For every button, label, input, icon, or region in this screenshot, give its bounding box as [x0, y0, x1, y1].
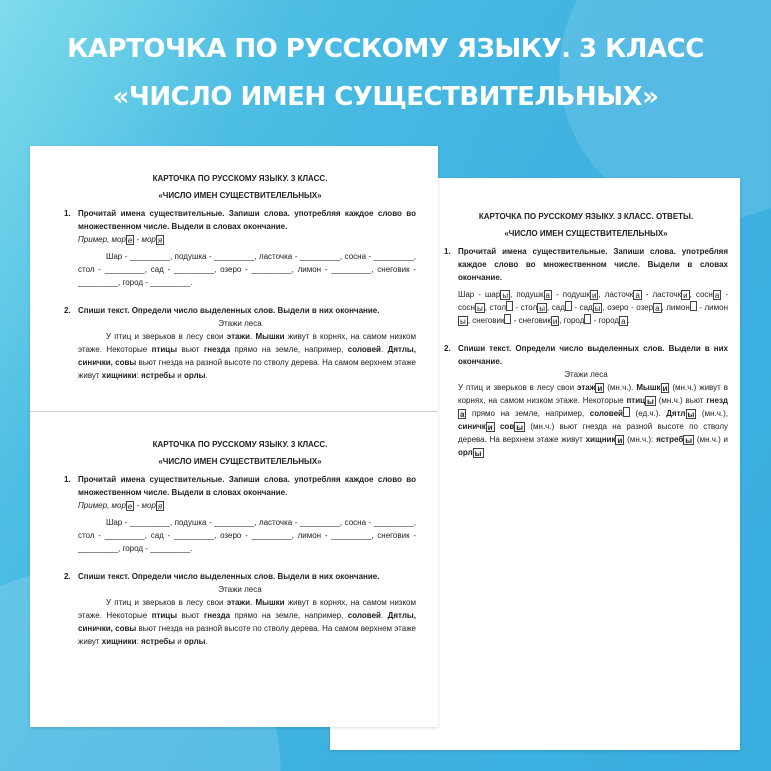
text-segment: и [175, 637, 184, 646]
text-segment: вьют гнезда на разной высоте по стволу дерева. На самом верхнем этаже живут [78, 624, 417, 646]
headline-line2: «ЧИСЛО ИМЕН СУЩЕСТВИТЕЛЬНЫХ» [112, 82, 659, 112]
task-number: 1. [444, 247, 451, 256]
task-number: 2. [64, 306, 71, 315]
text-segment: , снеговик [467, 316, 505, 325]
highlighted-word: соловей [347, 611, 381, 620]
example-text: Пример, мор [78, 235, 126, 244]
ending-box: ы [685, 436, 693, 445]
text-segment: , ласточк [598, 290, 634, 299]
ending-box: ы [474, 449, 482, 458]
worksheet-card-1 [30, 146, 438, 412]
answer-story [444, 381, 728, 459]
highlighted-word: хищники [101, 637, 137, 646]
text-segment: прямо на земле, например, [230, 345, 348, 354]
text-segment: - лимон [696, 303, 729, 312]
highlighted-word: Мышки [255, 598, 285, 607]
worksheet-card-2 [30, 412, 438, 727]
highlighted-word: птицы [151, 345, 178, 354]
story-title: Этажи леса [218, 585, 262, 594]
word-list: Шар - _________, подушка - _________, ласточка - _________, сосна - _________, стол - _________, сад - _________, озеро - _________, лимон - _________, снеговик - _________, город - _________. [78, 252, 416, 287]
text-segment: (мн.ч.) вьют гнезда на разной высоте по стволу дерева. На верхнем этаже живут [458, 422, 728, 444]
text-segment: - сосн [458, 290, 729, 312]
ending-box: и [597, 384, 603, 393]
task-text: Спиши текст. Определи число выделенных слов. Выдели в них окончание. [78, 306, 380, 315]
ending-box: я [157, 502, 163, 511]
highlighted-word: птиц [626, 396, 646, 405]
text-segment: : [136, 371, 142, 380]
task-number: 2. [444, 344, 451, 353]
text-segment: , озеро - озер [602, 303, 654, 312]
example [64, 499, 416, 512]
task-text: Прочитай имена существительные. Запиши слова. употребляя каждое слово во множественном числе. Выдели в словах окончание. [458, 247, 728, 282]
text-segment: , стол [484, 303, 506, 312]
highlighted-word: орлы [184, 371, 206, 380]
task-2 [64, 304, 416, 317]
ending-box: а [635, 291, 640, 300]
headline-line1: КАРТОЧКА ПО РУССКОМУ ЯЗЫКУ. 3 КЛАСС [67, 34, 704, 64]
text-segment: У птиц и зверьков в лесу свои [106, 332, 227, 341]
ending-box: и [591, 291, 597, 300]
text-segment: У птиц и зверьков в лесу свои [458, 383, 578, 392]
ending-box [623, 407, 630, 417]
text-segment: У птиц и зверьков в лесу свои [106, 598, 227, 607]
text-segment: вьют гнезда на разной высоте по стволу дерева. На самом верхнем этаже живут [78, 358, 417, 380]
ending-box: е [127, 236, 133, 245]
ending-box: а [714, 291, 720, 300]
text-segment: - сад [571, 303, 593, 312]
example-text: - мор [134, 501, 156, 510]
ending-box [690, 301, 697, 311]
ending-box: а [655, 304, 660, 313]
text-segment: (мн.ч.) и [694, 435, 729, 444]
highlighted-word: ястреб [656, 435, 684, 444]
card-subtitle: «ЧИСЛО ИМЕН СУЩЕСТВИТЕЛЕЛЬНЫХ» [158, 191, 322, 200]
highlighted-word: орл [458, 448, 473, 457]
highlighted-word: сов [499, 422, 515, 431]
text-segment: (мн.ч.). [604, 383, 637, 392]
card-title: КАРТОЧКА ПО РУССКОМУ ЯЗЫКУ. 3 КЛАСС. [152, 174, 328, 183]
task-number: 2. [64, 572, 71, 581]
task-text: Прочитай имена существительные. Запиши слова. употребляя каждое слово во множественном числе. Выдели в словах окончание. [78, 209, 416, 231]
text-segment: . [205, 637, 208, 646]
card-subtitle: «ЧИСЛО ИМЕН СУЩЕСТВИТЕЛЕЛЬНЫХ» [158, 457, 322, 466]
text-segment: . [380, 611, 388, 620]
answer-words [444, 288, 728, 327]
text-segment: (ед.ч.). [629, 409, 667, 418]
highlighted-word: хищник [585, 435, 616, 444]
text-segment: (мн.ч.): [624, 435, 657, 444]
text-segment: живут в корнях, на самом низком этаже. Некоторые [78, 598, 417, 620]
text-segment: вьют [177, 611, 204, 620]
text-segment: прямо на земле, например, [466, 409, 590, 418]
text-segment: . [205, 371, 208, 380]
ending-box: а [545, 291, 550, 300]
card-title: КАРТОЧКА ПО РУССКОМУ ЯЗЫКУ. 3 КЛАСС. [152, 440, 328, 449]
text-segment: . [380, 345, 388, 354]
highlighted-word: ястребы [141, 371, 176, 380]
ending-box [506, 301, 513, 311]
text-segment: - подушк [551, 290, 590, 299]
task-1 [64, 207, 416, 233]
ending-box: а [460, 410, 465, 419]
highlighted-word: орлы [184, 637, 206, 646]
example-text: Пример, мор [78, 501, 126, 510]
ending-box: ы [516, 423, 524, 432]
highlighted-word: гнезд [706, 396, 729, 405]
task-number: 1. [64, 475, 71, 484]
ending-box: ы [594, 304, 601, 313]
answer-subtitle: «ЧИСЛО ИМЕН СУЩЕСТВИТЕЛЕЛЬНЫХ» [504, 229, 668, 238]
ending-box: и [662, 384, 668, 393]
ending-box: и [487, 423, 493, 432]
highlighted-word: Дятлы, синички, совы [78, 345, 416, 367]
ending-box [565, 301, 572, 311]
ending-box: и [552, 317, 558, 326]
task-number: 1. [64, 209, 71, 218]
text-segment: : [136, 637, 142, 646]
ending-box: ы [539, 304, 545, 313]
story-text [64, 596, 416, 648]
text-segment: живут в корнях, на самом низком этаже. Некоторые [78, 332, 417, 354]
highlighted-word: этажи [226, 332, 251, 341]
ending-box: ы [687, 410, 695, 419]
ending-box: и [617, 436, 623, 445]
text-segment: (мн.ч.) вьют [655, 396, 707, 405]
text-segment: . [627, 316, 630, 325]
ending-box: ы [460, 317, 466, 326]
answer-task-2 [444, 342, 728, 368]
text-segment: , сосн [689, 290, 713, 299]
text-segment: . [250, 332, 256, 341]
highlighted-word: Мышк [636, 383, 661, 392]
highlighted-word: Дятлы, синички, совы [78, 611, 416, 633]
ending-box: и [683, 291, 688, 300]
ending-box: е [127, 502, 133, 511]
example [64, 233, 416, 246]
task-2 [64, 570, 416, 583]
highlighted-word: хищники [101, 371, 137, 380]
task-text: Спиши текст. Определи число выделенных слов. Выдели в них окончание. [78, 572, 380, 581]
ending-box: я [157, 236, 163, 245]
text-segment: . [250, 598, 256, 607]
ending-box: а [621, 317, 626, 326]
highlighted-word: птицы [151, 611, 178, 620]
text-segment: - ласточк [641, 290, 682, 299]
highlighted-word: этаж [577, 383, 596, 392]
text-segment: прямо на земле, например, [230, 611, 348, 620]
text-segment: Шар [458, 290, 475, 299]
ending-box: ы [647, 397, 654, 406]
text-segment: , лимон [661, 303, 690, 312]
text-segment: и [175, 371, 184, 380]
highlighted-word: соловей [347, 345, 381, 354]
text-segment: , подушк [510, 290, 544, 299]
highlighted-word: соловей [589, 409, 623, 418]
highlighted-word: этажи [226, 598, 251, 607]
text-segment: (мн.ч.), [696, 409, 728, 418]
highlighted-word: синичк [458, 422, 486, 431]
story-text [64, 330, 416, 382]
answer-task-1 [444, 245, 728, 284]
ending-box: ы [502, 291, 509, 300]
task-text: Спиши текст. Определи число выделенных слов. Выдели в них окончание. [458, 344, 728, 366]
highlighted-word: ястребы [141, 637, 176, 646]
text-segment: - город [591, 316, 620, 325]
text-segment: - стол [513, 303, 538, 312]
text-segment: , сад [547, 303, 565, 312]
answer-story-title: Этажи леса [564, 370, 608, 379]
word-list: Шар - _________, подушка - _________, ласточка - _________, сосна - _________, стол - _________, сад - _________, озеро - _________, лимон - _________, снеговик - _________, город - _________. [78, 518, 416, 553]
text-segment: (мн.ч.) живут в корнях, на самом низком этаже. Некоторые [458, 383, 728, 405]
task-text: Прочитай имена существительные. Запиши слова. употребляя каждое слово во множественном числе. Выдели в словах окончание. [78, 475, 416, 497]
highlighted-word: гнезда [203, 345, 231, 354]
story-title: Этажи леса [218, 319, 262, 328]
text-segment: , город [559, 316, 585, 325]
text-segment: - снеговик [511, 316, 551, 325]
highlighted-word: гнезда [203, 611, 231, 620]
task-1 [64, 473, 416, 499]
text-segment: - шар [474, 290, 501, 299]
text-segment: вьют [177, 345, 204, 354]
highlighted-word: Дятл [666, 409, 686, 418]
ending-box: ы [476, 304, 483, 313]
answer-title: КАРТОЧКА ПО РУССКОМУ ЯЗЫКУ. 3 КЛАСС. ОТВЕТЫ. [478, 212, 694, 221]
highlighted-word: Мышки [255, 332, 285, 341]
example-text: - мор [134, 235, 156, 244]
